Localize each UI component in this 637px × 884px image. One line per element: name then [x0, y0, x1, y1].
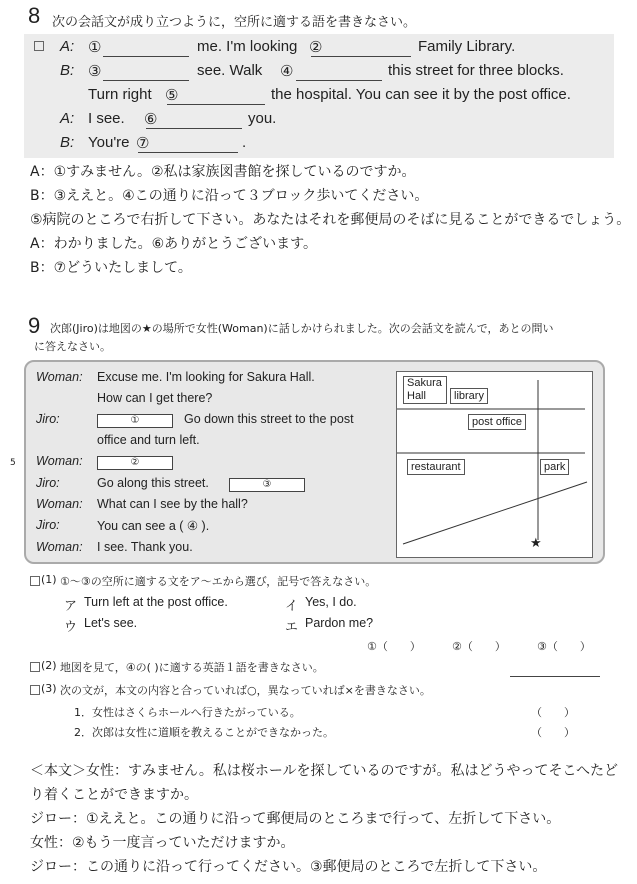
- q8-blank-3[interactable]: [103, 80, 189, 81]
- q8-text: .: [242, 134, 247, 151]
- q8-speaker-b1: B:: [60, 62, 75, 79]
- option-mark: イ: [285, 599, 299, 614]
- q8-translation-line: ⑤病院のところで右折して下さい。あなたはそれを郵便局のそばに見ることができるでしょう。: [30, 212, 631, 228]
- q8-speaker-a2: A:: [60, 110, 75, 127]
- q8-text: you.: [248, 110, 277, 127]
- option-text: Yes, I do.: [305, 595, 357, 609]
- q9-sub3-text: 次の文が，本文の内容と合っていれば○，異なっていれば×を書きなさい。: [60, 684, 431, 697]
- option-mark: エ: [285, 620, 299, 635]
- q9-sub3-checkbox[interactable]: [30, 685, 40, 695]
- q9-translation-line: ジロー：この通りに沿って行ってください。③郵便局のところで左折して下さい。: [30, 859, 547, 875]
- q8-instruction: 次の会話文が成り立つように，空所に適する語を書きなさい。: [52, 15, 417, 30]
- q9-dialog-text: Go along this street.: [97, 476, 209, 490]
- q9-sub1-checkbox[interactable]: [30, 576, 40, 586]
- line-number: 5: [10, 458, 16, 468]
- q8-text: see. Walk: [197, 62, 263, 79]
- q9-dialog-text: Go down this street to the post: [184, 412, 354, 426]
- q9-sub2-answer-line[interactable]: [510, 676, 600, 677]
- q9-sub2-checkbox[interactable]: [30, 662, 40, 672]
- q8-translation-line: A：わかりました。⑥ありがとうございます。: [30, 236, 318, 252]
- q9-speaker: Jiro:: [36, 518, 60, 532]
- q9-sub1-label: (1): [41, 573, 57, 586]
- q9-sub3-answer-2[interactable]: （ ）: [531, 726, 575, 739]
- q9-translation-line: ジロー：①ええと。この通りに沿って郵便局のところまで行って、左折して下さい。: [30, 811, 561, 827]
- q8-blank-7[interactable]: [138, 152, 238, 153]
- q8-blank-2[interactable]: [311, 56, 411, 57]
- q9-sub3-label: (3): [41, 682, 57, 695]
- q8-blank-4[interactable]: [296, 80, 382, 81]
- q9-speaker: Woman:: [36, 497, 83, 511]
- q9-answer-box-1[interactable]: ①: [97, 414, 173, 428]
- q8-number: 8: [28, 3, 41, 28]
- q8-speaker-b2: B:: [60, 134, 75, 151]
- q8-blank-num-1: ①: [88, 39, 102, 56]
- q8-blank-num-2: ②: [309, 39, 323, 56]
- q9-speaker: Woman:: [36, 454, 83, 468]
- q8-text: me. I'm looking: [197, 38, 298, 55]
- q9-dialog-text: office and turn left.: [97, 433, 200, 447]
- q8-text: Turn right: [88, 86, 152, 103]
- q8-blank-num-4: ④: [280, 63, 294, 80]
- q9-translation-line: 女性：②もう一度言っていただけますか。: [30, 835, 295, 851]
- map-label-park: park: [540, 459, 569, 475]
- star-icon: ★: [530, 536, 542, 551]
- q8-text: I see.: [88, 110, 125, 127]
- street-diagonal: [403, 482, 587, 544]
- q8-speaker-a1: A:: [60, 38, 75, 55]
- q8-text: this street for three blocks.: [388, 62, 564, 79]
- answer-slot-1[interactable]: ①（ ）: [367, 640, 421, 653]
- q9-dialog-text: I see. Thank you.: [97, 540, 193, 554]
- map-label-sakura-hall: Sakura Hall: [403, 376, 447, 404]
- q8-blank-num-6: ⑥: [144, 111, 158, 128]
- answer-slot-2[interactable]: ②（ ）: [452, 640, 506, 653]
- q8-text: You're: [88, 134, 130, 151]
- q9-sub3-item: 2．次郎は女性に道順を教えることができなかった。: [74, 726, 334, 739]
- map-label-library: library: [450, 388, 488, 404]
- option-text: Let's see.: [84, 616, 138, 630]
- q8-blank-6[interactable]: [146, 128, 242, 129]
- q8-text: Family Library.: [418, 38, 516, 55]
- q9-sub3-item: 1．女性はさくらホールへ行きたがっている。: [74, 706, 301, 719]
- q8-blank-num-3: ③: [88, 63, 102, 80]
- option-mark: ア: [64, 599, 78, 614]
- q8-blank-1[interactable]: [103, 56, 189, 57]
- q8-blank-num-5: ⑤: [165, 87, 179, 104]
- q9-dialog-text: What can I see by the hall?: [97, 497, 248, 511]
- q8-text: the hospital. You can see it by the post office.: [271, 86, 571, 103]
- q9-instruction: 次郎(Jiro)は地図の★の場所で女性(Woman)に話しかけられました。次の会話文を読んで，あとの問い: [50, 322, 554, 335]
- q8-checkbox[interactable]: [34, 41, 44, 51]
- q9-instruction-cont: に答えなさい。: [34, 340, 111, 353]
- q8-translation-line: A：①すみません。②私は家族図書館を探しているのですか。: [30, 164, 416, 180]
- q8-blank-5[interactable]: [167, 104, 265, 105]
- q9-dialog-text: You can see a ( ④ ).: [97, 519, 210, 533]
- map-label-restaurant: restaurant: [407, 459, 465, 475]
- option-mark: ウ: [64, 620, 78, 635]
- q9-speaker: Woman:: [36, 540, 83, 554]
- q9-sub3-answer-1[interactable]: （ ）: [531, 706, 575, 719]
- answer-slot-3[interactable]: ③（ ）: [537, 640, 591, 653]
- q9-speaker: Woman:: [36, 370, 83, 384]
- q8-translation-line: B：③ええと。④この通りに沿って３ブロック歩いてください。: [30, 188, 429, 204]
- q9-number: 9: [28, 313, 41, 338]
- q9-sub2-label: (2): [41, 659, 57, 672]
- q9-sub2-text: 地図を見て，④の( )に適する英語１語を書きなさい。: [60, 661, 324, 674]
- q8-translation-line: B：⑦どういたしまして。: [30, 260, 192, 276]
- q9-dialog-text: How can I get there?: [97, 391, 213, 405]
- option-text: Pardon me?: [305, 616, 374, 630]
- option-text: Turn left at the post office.: [84, 595, 228, 609]
- q9-answer-box-3[interactable]: ③: [229, 478, 305, 492]
- map-label-post-office: post office: [468, 414, 526, 430]
- q9-dialog-text: Excuse me. I'm looking for Sakura Hall.: [97, 370, 315, 384]
- q9-map: [396, 371, 593, 558]
- q8-blank-num-7: ⑦: [136, 135, 150, 152]
- q9-speaker: Jiro:: [36, 412, 60, 426]
- q9-translation-line: り着くことができますか。: [30, 787, 198, 803]
- q9-speaker: Jiro:: [36, 476, 60, 490]
- q9-answer-box-2[interactable]: ②: [97, 456, 173, 470]
- q9-translation-line: ＜本文＞女性：すみません。私は桜ホールを探しているのですが。私はどうやってそこへたど: [30, 763, 618, 779]
- q9-sub1-text: ①～③の空所に適する文をア～エから選び，記号で答えなさい。: [60, 575, 377, 588]
